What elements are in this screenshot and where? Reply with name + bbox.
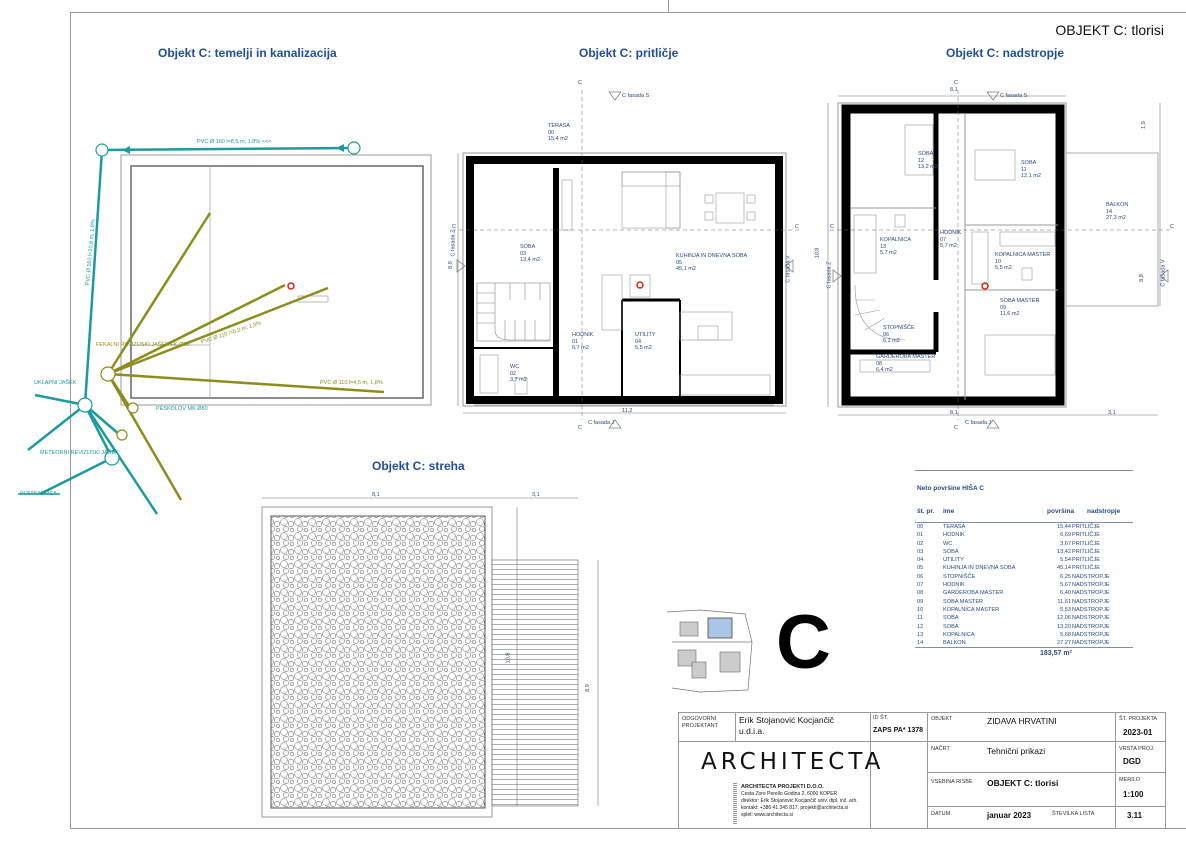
table-cell-area: 12,06 [1057,615,1071,622]
table-cell-floor: NADSTROPJE [1072,598,1110,605]
ground-dim-depth: 8,9 [447,261,454,269]
table-cell-name: UTILITY [943,557,964,564]
table-cell-floor: PRITLIČJE [1072,557,1100,564]
table-cell-name: SOBA MASTER [943,598,984,605]
shaft-label-3: UKLAPNI JAŠEK [34,380,77,386]
table-row [915,523,1133,531]
ground-axis-c-left: C [452,224,456,230]
table-row [915,639,1133,647]
table-cell-area: 6,69 [1060,532,1071,539]
table-cell-floor: NADSTROPJE [1072,631,1110,638]
ground-dim-width: 11,2 [622,408,633,414]
soakaway-label: PONIKALNICA [20,491,57,497]
ground-facade-j: C fasada J [588,420,615,426]
col-no: št. pr. [917,508,935,515]
table-cell-area: 27,27 [1057,640,1071,647]
tb-resp-label: ODGOVORNI PROJEKTANT [682,716,718,730]
table-cell-no: 05 [917,565,924,572]
table-heading: Neto površine HIŠA C [917,485,984,492]
firm-info [741,784,858,818]
pipe-label-mid: PVC Ø 110 l=5,3 m, 1,8% [200,320,263,346]
tb-vsebina-value: OBJEKT C: tlorisi [987,778,1059,788]
table-cell-area: 5,54 [1060,557,1071,564]
table-cell-area: 13,20 [1057,623,1071,630]
upper-dim-top: 8,1 [950,87,958,93]
foundations-plan-title: Objekt C: temelji in kanalizacija [158,46,337,60]
pipe-label-left: PVC Ø 160 l=10,8 m, 1,8% [85,219,97,286]
pipe-label-top: PVC Ø 160 l=8,5 m, 1,8% <<< [197,139,272,145]
ground-room-wc: WC 02 3,7 m2 [510,364,527,384]
firm-web: splet: www.architecta.si [741,811,793,818]
upper-room-soba-12: SOBA 12 13,2 m2 [918,151,938,171]
sheet-title: OBJEKT C: tlorisi [1055,22,1164,38]
ground-room-terasa: TERASA 00 15,4 m2 [548,123,571,143]
area-table [915,470,1133,660]
tb-divider-1 [735,712,736,742]
table-cell-name: STOPNIŠČE [943,573,976,580]
table-cell-no: 10 [917,606,924,613]
tb-list-value: 3.11 [1127,811,1143,820]
roof-dim-side: 10,8 [505,652,512,664]
upper-room-stopnisce: STOPNIŠČE 06 6,2 m2 [883,325,915,345]
tb-proj-value: 2023-01 [1123,728,1153,737]
table-cell-floor: NADSTROPJE [1072,590,1110,597]
table-cell-area: 3,67 [1060,540,1071,547]
ground-facade-v: C fasada V [785,255,792,283]
tb-divider-3 [927,712,928,828]
table-cell-no: 11 [917,615,923,622]
table-cell-no: 04 [917,557,924,564]
table-cell-floor: NADSTROPJE [1072,606,1110,613]
table-row [915,564,1133,572]
roof-dim-side2: 8,9 [584,684,591,692]
table-row [915,581,1133,589]
tb-id-label: ID ŠT. [873,715,888,721]
table-cell-name: HODNIK [943,532,965,539]
ground-axis-c-right: C [795,224,799,230]
table-cell-floor: NADSTROPJE [1072,615,1110,622]
table-cell-area: 6,25 [1060,573,1071,580]
tb-id-value: ZAPS PA* 1378 [873,727,924,734]
table-total: 183,57 m² [1040,650,1072,658]
table-body [915,522,1133,647]
table-cell-name: SOBA [943,623,959,630]
upper-room-kopalnica: KOPALNICA 13 5,7 m2 [880,237,912,257]
table-cell-area: 5,68 [1060,631,1071,638]
table-row [915,531,1133,539]
table-row [915,556,1133,564]
ground-plan-title: Objekt C: pritličje [579,46,679,60]
table-top-rule [915,470,1133,471]
table-cell-no: 13 [917,631,924,638]
table-row [915,606,1133,614]
table-cell-area: 11,61 [1057,598,1071,605]
table-cell-name: WC [943,540,953,547]
upper-dim-right: 8,9 [1138,274,1145,282]
shaft-label-1: FEKALNI REVIZIJSKI JAŠEK FK-Ø80 [96,342,190,348]
table-cell-name: TERASA [943,524,966,530]
upper-room-garderoba: GARDEROBA MASTER 08 6,4 m2 [876,354,936,374]
table-cell-floor: NADSTROPJE [1072,623,1110,630]
tb-object-label: OBJEKT [931,716,953,722]
tb-merilo-value: 1:100 [1123,790,1144,799]
table-cell-name: SOBA [943,548,959,555]
table-cell-area: 6,40 [1060,590,1071,597]
table-cell-floor: PRITLIČJE [1072,565,1100,572]
ground-room-utility: UTILITY 04 5,5 m2 [635,332,656,352]
shaft-label-2: PESKOLOV MK Ø80 [156,406,208,412]
tb-vrsta-value: DGD [1123,757,1141,766]
firm-contact: kontakt: +386 41 345 817, projekti@architecta.si [741,804,849,811]
ground-facade-z: C fasada Z [450,229,457,257]
upper-room-balkon: BALKON 14 27,3 m2 [1106,202,1129,222]
tb-nacrt-value: Tehnični prikazi [987,746,1046,756]
table-cell-no: 14 [917,640,924,647]
table-row [915,540,1133,548]
table-row [915,589,1133,597]
tb-nacrt-label: NAČRT [931,746,950,752]
table-cell-name: SOBA [943,615,959,622]
tb-list-label: ŠTEVILKA LISTA [1052,811,1095,817]
table-cell-no: 09 [917,598,924,605]
tb-vrsta-label: VRSTA PROJ. [1119,746,1155,752]
table-cell-name: BALKON [943,640,966,647]
upper-axis-c-right: C [1170,224,1174,230]
firm-name: ARCHITECTA PROJEKTI D.O.O. [741,784,824,790]
table-row [915,598,1133,606]
tb-vsebina-label: VSEBINA RISBE [931,779,973,785]
roof-plan-title: Objekt C: streha [372,459,465,473]
architecta-logo: ARCHITECTA [701,749,885,775]
ground-room-kitchen: KUHINJA IN DNEVNA SOBA 05 45,1 m2 [676,253,748,273]
tb-merilo-label: MERILO [1119,777,1141,783]
upper-facade-v: C fasada V [1160,259,1167,287]
upper-dim-bottom-a: 8,1 [950,410,958,416]
table-row [915,573,1133,581]
upper-plan-title: Objekt C: nadstropje [946,46,1065,60]
building-letter: C [776,600,831,685]
tb-hline-1 [927,741,1165,742]
upper-room-hodnik: HODNIK 07 5,7 m2 [940,230,962,250]
upper-room-kopalnica-master: KOPALNICA MASTER 10 5,5 m2 [995,252,1051,272]
table-cell-no: 01 [917,532,924,539]
tb-hline-3 [927,806,1165,807]
table-cell-no: 03 [917,548,924,555]
ground-facade-s: C fasada S [622,93,650,99]
table-cell-floor: NADSTROPJE [1072,582,1110,589]
table-cell-no: 08 [917,590,924,597]
table-cell-name: HODNIK [943,582,965,589]
table-cell-name: KOPALNICA MASTER [943,606,1000,613]
table-cell-area: 15,44 [1057,524,1071,530]
upper-facade-z: C fasada Z [826,261,833,289]
title-block [678,712,1166,829]
roof-dim-top-b: 3,1 [532,492,540,498]
col-area: površina [1047,508,1075,515]
table-cell-name: GARDEROBA MASTER [943,590,1004,597]
upper-axis-c-left: C [830,224,834,230]
tb-datum-value: januar 2023 [987,811,1032,820]
pipe-label-low: PVC Ø 110 l=4,5 m, 1,8% [320,380,383,386]
tb-resp-title: u.d.i.a. [739,726,765,736]
tb-object-value: ZIDAVA HRVATINI [987,716,1057,726]
ground-room-hodnik: HODNIK 01 6,7 m2 [572,332,594,352]
table-cell-floor: PRITLIČJE [1072,532,1100,539]
tb-datum-label: DATUM [931,811,951,817]
upper-axis-c-top: C [954,80,958,86]
table-cell-area: 45,14 [1057,565,1071,572]
table-row [915,614,1133,622]
table-cell-name: KUHINJA IN DNEVNA SOBA [943,565,1016,572]
table-cell-no: 00 [917,524,924,530]
upper-room-soba-master: SOBA MASTER 09 11,6 m2 [1000,298,1040,318]
table-cell-area: 13,42 [1057,548,1071,555]
firm-director: direktor: Erik Stojanović Kocjančič univ. dipl. inž. arh. [741,798,858,805]
table-cell-floor: NADSTROPJE [1072,573,1110,580]
logo-bar [733,783,737,825]
tb-hline-2 [927,772,1165,773]
shaft-label-4: METEORNI REVIZIJSKI JAŠEK [40,450,119,456]
upper-dim-bottom-b: 3,1 [1108,410,1116,416]
upper-dim-left: 10,8 [814,247,821,259]
table-header-row [915,508,1133,520]
roof-dim-top-a: 8,1 [372,492,380,498]
tb-divider-4 [1115,712,1116,828]
upper-room-soba-11: SOBA 11 12,1 m2 [1021,160,1041,180]
tb-hline-id [870,741,927,742]
tb-resp-name: Erik Stojanović Kocjančič [739,715,834,725]
table-cell-name: KOPALNICA [943,631,975,638]
tb-hline-left [679,741,870,742]
table-total-row [915,647,1133,660]
table-cell-floor: PRITLIČJE [1072,540,1100,547]
table-cell-floor: NADSTROPJE [1072,640,1110,647]
table-cell-no: 12 [917,623,924,630]
table-cell-no: 02 [917,540,924,547]
table-row [915,548,1133,556]
table-cell-no: 07 [917,582,924,589]
upper-dim-right-top: 1,9 [1140,121,1147,129]
table-row [915,623,1133,631]
ground-room-soba: SOBA 03 13,4 m2 [520,244,540,264]
table-cell-floor: PRITLIČJE [1072,548,1100,555]
ground-axis-c-bottom: C [578,425,582,431]
upper-facade-s: C fasada S [1000,93,1028,99]
firm-address: Cesta Zore Perello Godina 2, 6000 KOPER [741,791,838,798]
table-cell-no: 06 [917,573,924,580]
col-floor: nadstropje [1087,508,1121,515]
table-cell-floor: PRITLIČJE [1072,524,1100,530]
tb-proj-label: ŠT. PROJEKTA [1119,716,1158,722]
table-cell-area: 5,67 [1060,582,1071,589]
table-row [915,631,1133,639]
upper-axis-c-bottom: C [954,425,958,431]
ground-axis-c-top: C [578,80,582,86]
upper-facade-j: C fasada J [965,420,992,426]
table-cell-area: 5,53 [1060,606,1071,613]
col-name: ime [943,508,955,515]
